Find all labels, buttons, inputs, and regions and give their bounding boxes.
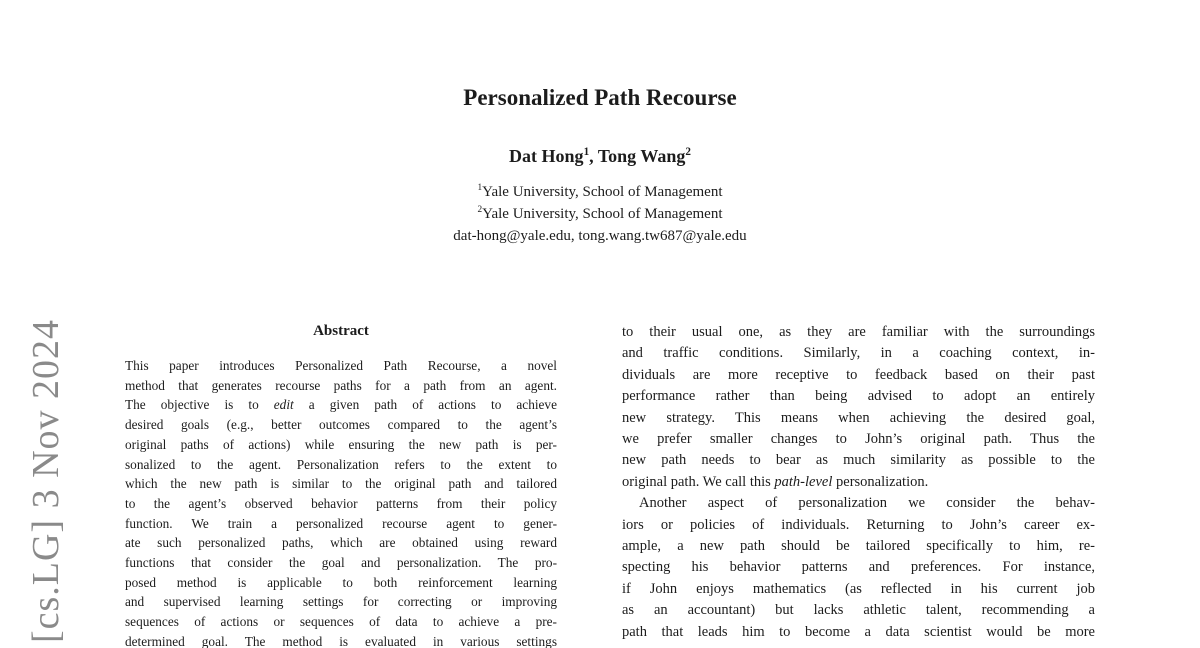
text-segment: dividuals are more receptive to feedback based on their past xyxy=(622,366,1095,383)
text-line xyxy=(622,343,1095,364)
authors-line xyxy=(0,144,1200,168)
text-line xyxy=(125,435,557,455)
text-line xyxy=(125,455,557,475)
text-segment: This paper introduces Personalized Path Recourse, a novel xyxy=(125,358,557,373)
text-line xyxy=(125,415,557,435)
text-line xyxy=(125,573,557,593)
text-line xyxy=(125,514,557,534)
text-segment: Yale University, School of Management xyxy=(482,206,723,222)
text-line xyxy=(622,365,1095,386)
affiliation-2 xyxy=(0,203,1200,225)
abstract-heading: Abstract xyxy=(313,323,369,339)
text-line xyxy=(125,494,557,514)
arxiv-watermark: [cs.LG] 3 Nov 2024 xyxy=(25,318,67,644)
text-segment: method that generates recourse paths for a path from an agent. xyxy=(125,377,557,393)
text-segment: function. We train a personalized recourse agent to gener- xyxy=(125,515,557,531)
superscript: 1 xyxy=(477,183,483,193)
text-line xyxy=(622,493,1095,514)
paper-title: Personalized Path Recourse xyxy=(463,85,737,110)
italic-text: edit xyxy=(273,397,294,413)
text-line xyxy=(125,612,557,632)
text-line xyxy=(622,450,1095,471)
affiliation-block xyxy=(0,181,1200,247)
text-line xyxy=(622,579,1095,600)
text-line xyxy=(125,533,557,553)
text-line xyxy=(125,592,557,612)
text-segment: new path needs to bear as much similarity as possible to the xyxy=(622,452,1095,469)
text-segment: desired goals (e.g., better outcomes compared to the agent’s xyxy=(125,417,557,433)
text-segment: we prefer smaller changes to John’s original path. Thus the xyxy=(622,431,1095,448)
text-line xyxy=(622,429,1095,450)
text-segment: and supervised learning settings for correcting or improving xyxy=(125,594,557,610)
text-segment: ample, a new path should be tailored specifically to him, re- xyxy=(622,538,1095,555)
text-line xyxy=(125,553,557,573)
text-line xyxy=(125,356,557,376)
text-segment: original paths of actions) while ensuring the new path is per- xyxy=(125,436,557,452)
emails-line: dat-hong@yale.edu, tong.wang.tw687@yale.edu xyxy=(453,228,747,244)
text-segment: Yale University, School of Management xyxy=(482,184,723,200)
body-column xyxy=(622,322,1095,643)
text-line xyxy=(125,376,557,396)
text-line xyxy=(622,322,1095,343)
text-segment: to the agent’s observed behavior patterns from their policy xyxy=(125,495,557,511)
text-line xyxy=(125,632,557,648)
text-segment: personalization. xyxy=(832,473,929,490)
text-line xyxy=(125,474,557,494)
text-line xyxy=(125,395,557,415)
superscript: 2 xyxy=(477,205,483,215)
text-segment: new strategy. This means when achieving the desired goal, xyxy=(622,409,1095,426)
affiliation-1 xyxy=(0,181,1200,203)
text-segment: determined goal. The method is evaluated in various settings xyxy=(125,633,557,648)
text-segment: The objective is to xyxy=(125,397,274,413)
text-segment: , Tong Wang xyxy=(589,146,686,166)
text-segment: as an accountant) but lacks athletic talent, recommending a xyxy=(622,602,1095,619)
text-line xyxy=(622,386,1095,407)
italic-text: path-level xyxy=(774,473,833,490)
text-line xyxy=(622,622,1095,643)
text-segment: specting his behavior patterns and preferences. For instance, xyxy=(622,559,1095,576)
text-segment: to their usual one, as they are familiar with the surroundings xyxy=(622,324,1095,340)
text-segment: ate such personalized paths, which are obtained using reward xyxy=(125,535,557,551)
text-line xyxy=(622,472,1095,493)
text-segment: sonalized to the agent. Personalization refers to the extent to xyxy=(125,456,557,472)
text-line xyxy=(622,536,1095,557)
text-segment: path that leads him to become a data scientist would be more xyxy=(622,623,1095,640)
text-segment: sequences of actions or sequences of data to achieve a pre- xyxy=(125,614,557,630)
text-segment: Dat Hong xyxy=(509,146,584,166)
text-segment: original path. We call this xyxy=(622,473,775,490)
text-segment: a given path of actions to achieve xyxy=(293,397,557,413)
text-segment: iors or policies of individuals. Returning to John’s career ex- xyxy=(622,516,1095,533)
text-segment: functions that consider the goal and personalization. The pro- xyxy=(125,555,557,571)
text-segment: performance rather than being advised to adopt an entirely xyxy=(622,388,1095,405)
text-segment: which the new path is similar to the original path and tailored xyxy=(125,476,557,492)
text-segment: posed method is applicable to both reinforcement learning xyxy=(125,574,557,590)
superscript: 1 xyxy=(583,146,590,158)
abstract-column xyxy=(125,356,557,648)
text-segment: Another aspect of personalization we consider the behav- xyxy=(639,495,1095,512)
text-segment: and traffic conditions. Similarly, in a coaching context, in- xyxy=(622,345,1095,362)
text-line xyxy=(622,557,1095,578)
superscript: 2 xyxy=(685,146,691,158)
text-line xyxy=(622,515,1095,536)
text-line xyxy=(622,408,1095,429)
text-line xyxy=(622,600,1095,621)
text-segment: if John enjoys mathematics (as reflected in his current job xyxy=(622,580,1095,597)
